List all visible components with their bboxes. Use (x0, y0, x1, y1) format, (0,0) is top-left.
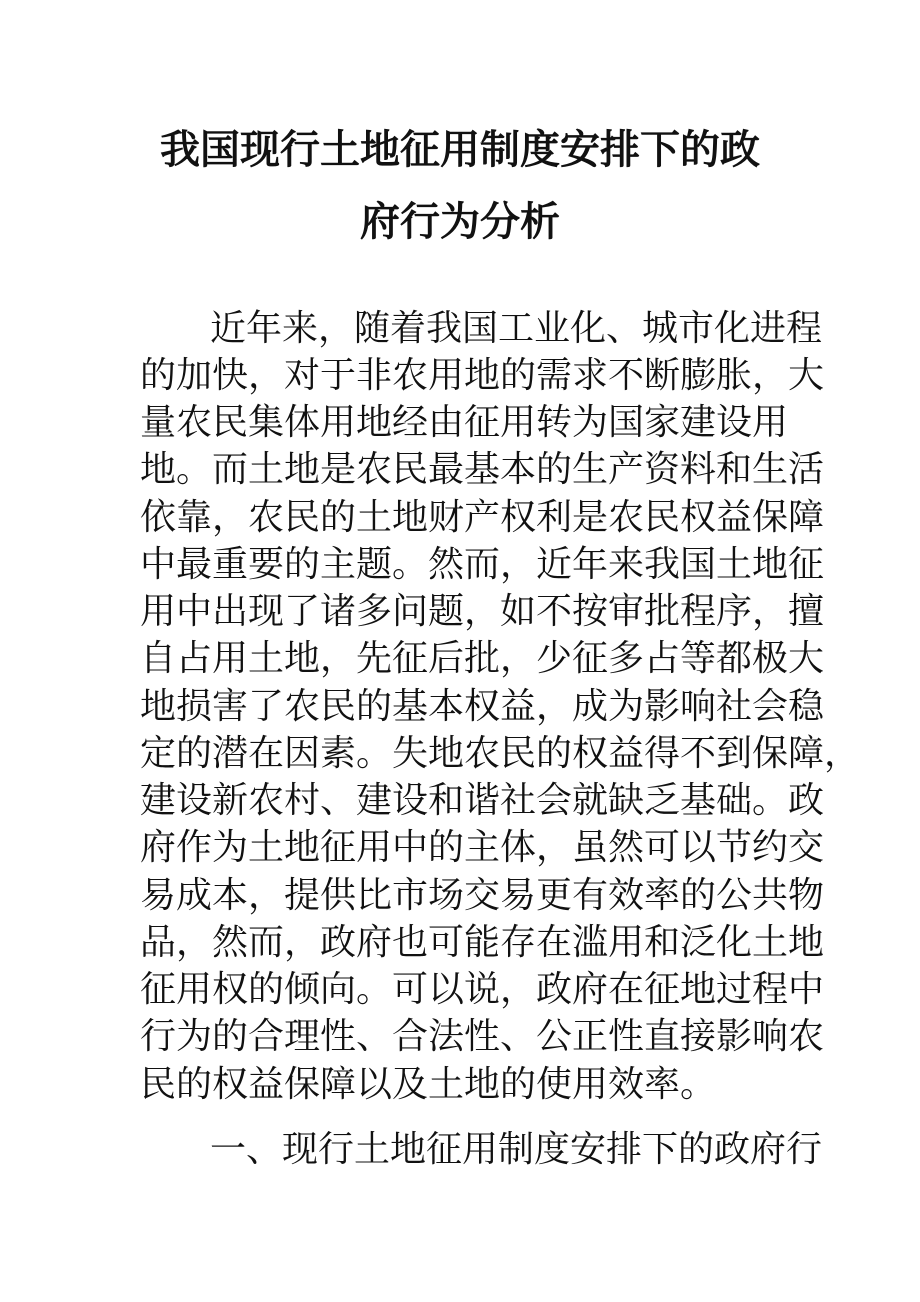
body-text-line: 行为的合理性、合法性、公正性直接影响农 (140, 1016, 825, 1057)
body-text-line: 近年来，随着我国工业化、城市化进程 (210, 308, 823, 349)
body-text-line: 自占用土地，先征后批，少征多占等都极大 (140, 638, 825, 679)
section-heading-line: 一、现行土地征用制度安排下的政府行 (210, 1129, 823, 1170)
body-text-line: 地。而土地是农民最基本的生产资料和生活 (140, 449, 825, 490)
body-text-line: 府作为土地征用中的主体，虽然可以节约交 (140, 827, 825, 868)
body-text-line: 定的潜在因素。失地农民的权益得不到保障， (140, 733, 861, 774)
body-text-line: 用中出现了诸多问题，如不按审批程序，擅 (140, 591, 825, 632)
body-text-line: 征用权的倾向。可以说，政府在征地过程中 (140, 969, 825, 1010)
document-title-line-2: 府行为分析 (360, 199, 560, 245)
body-text-line: 易成本，提供比市场交易更有效率的公共物 (140, 875, 825, 916)
body-text-line: 品，然而，政府也可能存在滥用和泛化土地 (140, 922, 825, 963)
document-title-line-1: 我国现行土地征用制度安排下的政 (160, 127, 760, 173)
body-text-line: 依靠，农民的土地财产权利是农民权益保障 (140, 497, 825, 538)
body-text-line: 中最重要的主题。然而，近年来我国土地征 (140, 544, 825, 585)
body-text-line: 建设新农村、建设和谐社会就缺乏基础。政 (140, 780, 825, 821)
body-text-line: 民的权益保障以及土地的使用效率。 (140, 1064, 717, 1105)
body-text-line: 地损害了农民的基本权益，成为影响社会稳 (140, 686, 825, 727)
body-text-line: 量农民集体用地经由征用转为国家建设用 (140, 402, 789, 443)
body-text-line: 的加快，对于非农用地的需求不断膨胀，大 (140, 355, 825, 396)
